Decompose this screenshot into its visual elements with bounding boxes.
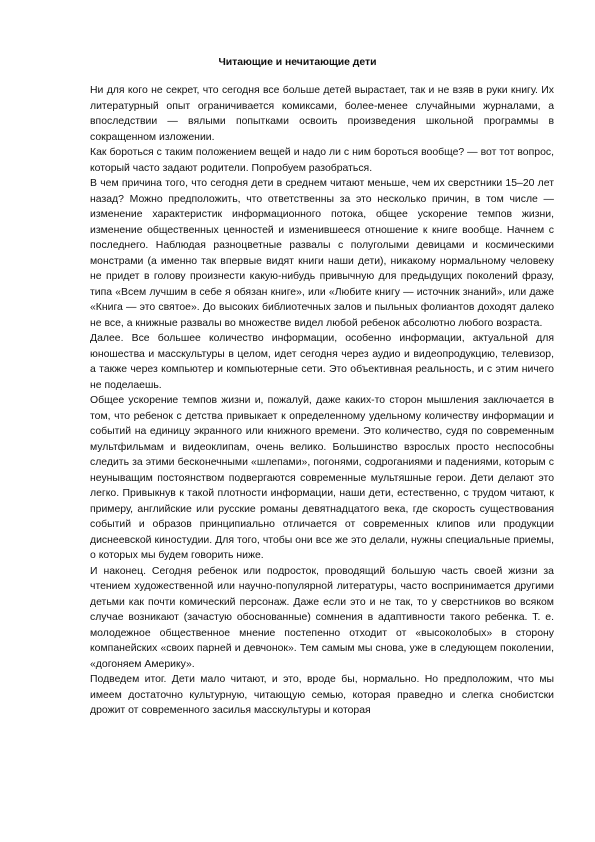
- paragraph-4: Далее. Все большее количество информации, особенно информации, актуальной для юношества и масскультуры в целом, идет сегодня через аудио и видеопродукцию, телевизор, а также через компьютер и компьютерные сети. Это объективная реальность, и с этим ничего не поделаешь.: [90, 333, 554, 391]
- paragraph-6: И наконец. Сегодня ребенок или подросток, проводящий большую часть своей жизни за чтением художественной или научно-популярной литературы, часто воспринимается другими детьми как почти комический персонаж. Даже если это и не так, то у сверстников во всяком случае возникают (зачастую обоснованные) сомнения в адаптивности такого ребенка. Т. е. молодежное общественное мнение постепенно отходит от «высоколобых» в сторону компанейских «своих парней и девчонок». Тем самым мы снова, уже в следующем поколении, «догоняем Америку».: [90, 565, 554, 670]
- document-body: [90, 83, 554, 719]
- paragraph-2: Как бороться с таким положением вещей и надо ли с ним бороться вообще? — вот тот вопрос, который часто задают родители. Попробуем разобраться.: [90, 147, 554, 174]
- paragraph-5: Общее ускорение темпов жизни и, пожалуй, даже каких-то сторон мышления заключается в том, что ребенок с детства привыкает к определенному удельному количеству информации и событий на единицу экранного или книжного времени. Это количество, судя по современным мультфильмам и видеоклипам, очень велико. Большинство взрослых просто неспособны следить за этими бесконечными «шлепами», погонями, содроганиями и падениями, которым с неуныващим постоянством подвергаются современные мультяшные герои. Дети делают это легко. Привыкнув к такой плотности информации, наши дети, естественно, с трудом читают, к примеру, английские или русские романы девятнадцатого века, где скорость существования событий и образов принципиально отличается от современных клипов или продукции диснеевской киностудии. Для того, чтобы они все же это делали, нужны специальные приемы, о которых мы будем говорить ниже.: [90, 395, 554, 561]
- document-title: Читающие и нечитающие дети: [218, 57, 377, 68]
- paragraph-3: В чем причина того, что сегодня дети в среднем читают меньше, чем их сверстники 15–20 лет назад? Можно предположить, что ответственны за это несколько причин, в том числе — изменение характеристик информационного потока, общее ускорение темпов жизни, изменение общественных ценностей и изменившееся отношение к книге вообще. Начнем с последнего. Наблюдая разноцветные развалы с полуголыми девицами и космическими монстрами (а именно так впервые видят книги наши дети), никакому нормальному человеку не придет в голову произнести какую-нибудь привычную для предыдущих поколений фразу, типа «Всем лучшим в себе я обязан книге», или «Любите книгу — источник знаний», или даже «Книга — это святое». До высоких библиотечных залов и пыльных фолиантов доходят далеко не все, а книжные развалы во множестве видел любой ребенок абсолютно любого возраста.: [90, 178, 554, 329]
- paragraph-7: Подведем итог. Дети мало читают, и это, вроде бы, нормально. Но предположим, что мы имеем достаточно культурную, читающую семью, которая праведно и слегка снобистски дрожит от современного засилья масскультуры и которая: [90, 674, 554, 716]
- paragraph-1: Ни для кого не секрет, что сегодня все больше детей вырастает, так и не взяв в руки книгу. Их литературный опыт ограничивается комиксами, более-менее случайными журналами, а впоследствии — вялыми попытками освоить произведения школьной программы в сокращенном изложении.: [90, 85, 554, 143]
